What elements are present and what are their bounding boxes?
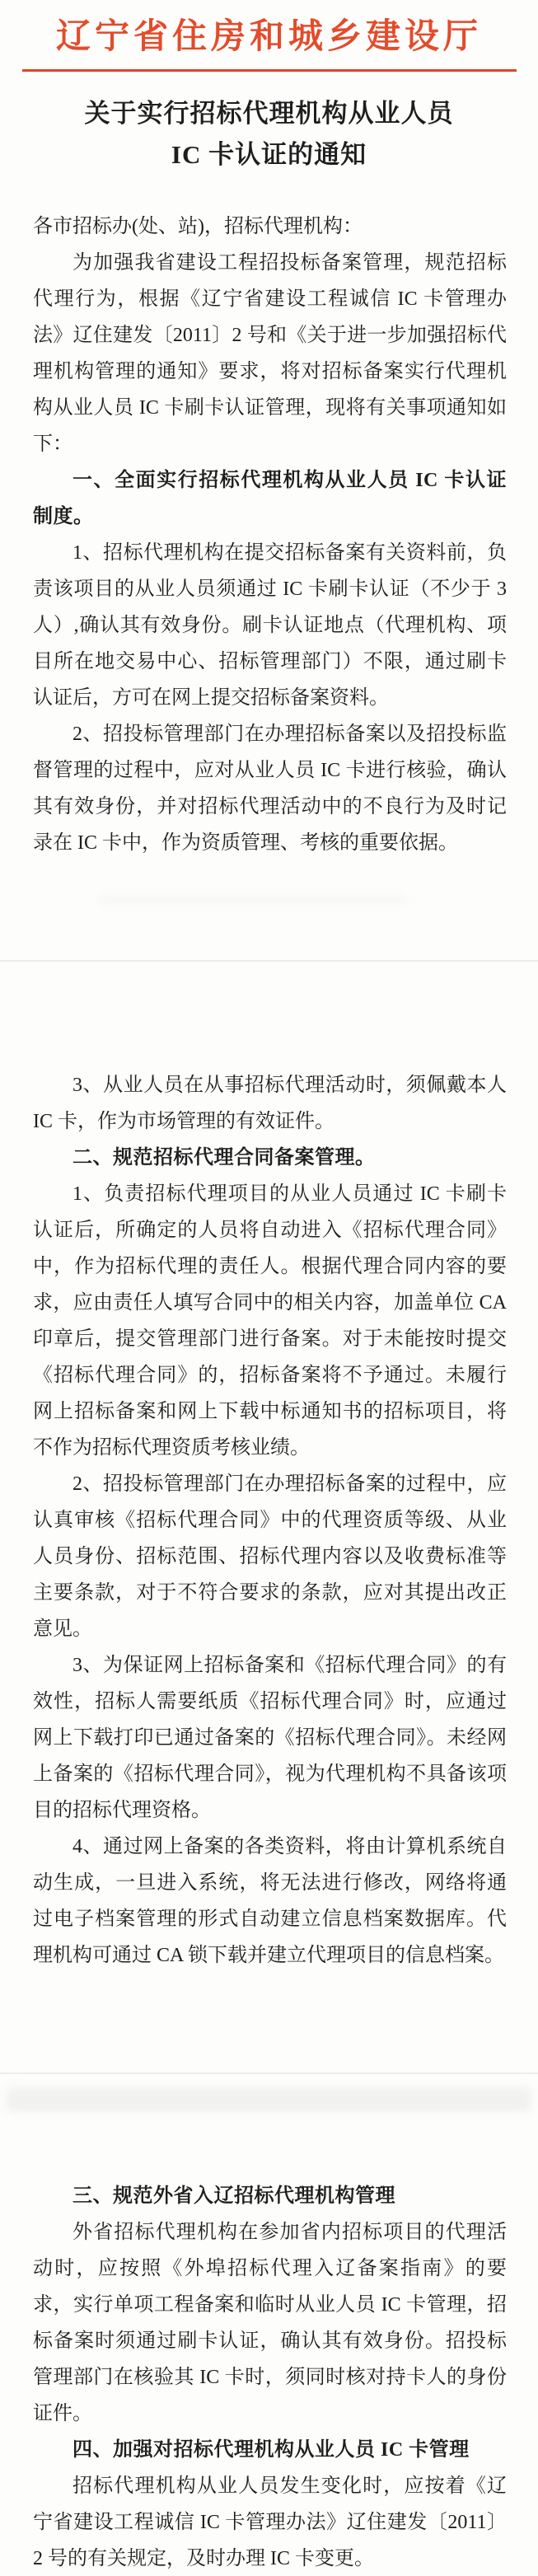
section-2-item-3: 3、为保证网上招标备案和《招标代理合同》的有效性，招标人需要纸质《招标代理合同》时，应通过网上下载打印已通过备案的《招标代理合同》。未经网上备案的《招标代理合同》，视为代理机构不具备该项目的招标代理资格。 xyxy=(33,1655,507,1821)
recipient-line: 各市招标办(处、站)，招标代理机构： xyxy=(33,216,363,237)
section-1-item-3: 3、从业人员在从事招标代理活动时，须佩戴本人 IC 卡，作为市场管理的有效证件。 xyxy=(33,1075,507,1132)
section-4-paragraph: 招标代理机构从业人员发生变化时，应按着《辽宁省建设工程诚信 IC 卡管理办法》辽住建发〔2011〕2 号的有关规定，及时办理 IC 卡变更。 xyxy=(33,2475,507,2569)
page3-body xyxy=(33,2178,507,2576)
notice-title xyxy=(38,93,500,176)
page-break-line xyxy=(0,2073,538,2074)
page-break-line xyxy=(0,960,538,962)
intro-paragraph: 为加强我省建设工程招投标备案管理，规范招标代理行为，根据《辽宁省建设工程诚信 IC 卡管理办法》辽住建发〔2011〕2 号和《关于进一步加强招标代理机构管理的通知》要求，将对招标备案实行代理机构从业人员 IC 卡刷卡认证管理，现将有关事项通知如下： xyxy=(33,252,507,455)
section-2-item-2: 2、招投标管理部门在办理招标备案的过程中，应认真审核《招标代理合同》中的代理资质等级、从业人员身份、招标范围、招标代理内容以及收费标准等主要条款，对于不符合要求的条款，应对其提出改正意见。 xyxy=(33,1473,507,1640)
scan-smudge xyxy=(7,2087,531,2112)
section-2-item-1: 1、负责招标代理项目的从业人员通过 IC 卡刷卡认证后，所确定的人员将自动进入《招标代理合同》中，作为招标代理的责任人。根据代理合同内容的要求，应由责任人填写合同中的相关内容，加盖单位 CA 印章后，提交管理部门进行备案。对于未能按时提交《招标代理合同》的，招标备案将不予通过。未履行网上招标备案和网上下载中标通知书的招标项目，将不作为招标代理资质考核业绩。 xyxy=(33,1183,507,1459)
notice-title-line2: IC 卡认证的通知 xyxy=(171,140,367,169)
section-1-item-2: 2、招投标管理部门在办理招标备案以及招投标监督管理的过程中，应对从业人员 IC 卡进行核验，确认其有效身份，并对招标代理活动中的不良行为及时记录在 IC 卡中，作为资质管理、考核的重要依据。 xyxy=(33,724,507,854)
scan-smudge xyxy=(99,894,406,906)
notice-title-line1: 关于实行招标代理机构从业人员 xyxy=(84,99,454,128)
page-break-2 xyxy=(0,1974,538,2178)
page2-body xyxy=(33,1067,507,1974)
section-4-heading: 四、加强对招标代理机构从业人员 IC 卡管理 xyxy=(73,2439,470,2461)
section-1-heading: 一、全面实行招标代理机构从业人员 IC 卡认证制度。 xyxy=(33,470,507,527)
page1-body xyxy=(33,208,507,861)
letterhead-rule xyxy=(22,69,517,72)
section-3-paragraph: 外省招标代理机构在参加省内招标项目的代理活动时，应按照《外埠招标代理入辽备案指南》的要求，实行单项工程备案和临时从业人员 IC 卡管理，招标备案时须通过刷卡认证，确认其有效身份。招投标管理部门在核验其 IC 卡时，须同时核对持卡人的身份证件。 xyxy=(33,2222,507,2424)
section-2-item-4: 4、通过网上备案的各类资料，将由计算机系统自动生成，一旦进入系统，将无法进行修改，网络将通过电子档案管理的形式自动建立信息档案数据库。代理机构可通过 CA 锁下载并建立代理项目的信息档案。 xyxy=(33,1836,507,1966)
section-3-heading: 三、规范外省入辽招标代理机构管理 xyxy=(73,2185,395,2207)
letterhead-agency: 辽宁省住房和城乡建设厅 xyxy=(55,18,482,56)
section-1-item-1: 1、招标代理机构在提交招标备案有关资料前，负责该项目的从业人员须通过 IC 卡刷卡认证（不少于 3 人）,确认其有效身份。刷卡认证地点（代理机构、项目所在地交易中心、招标管理部门）不限，通过刷卡认证后，方可在网上提交招标备案资料。 xyxy=(33,542,507,709)
section-2-heading: 二、规范招标代理合同备案管理。 xyxy=(73,1147,376,1169)
page-break-1 xyxy=(0,861,538,1067)
